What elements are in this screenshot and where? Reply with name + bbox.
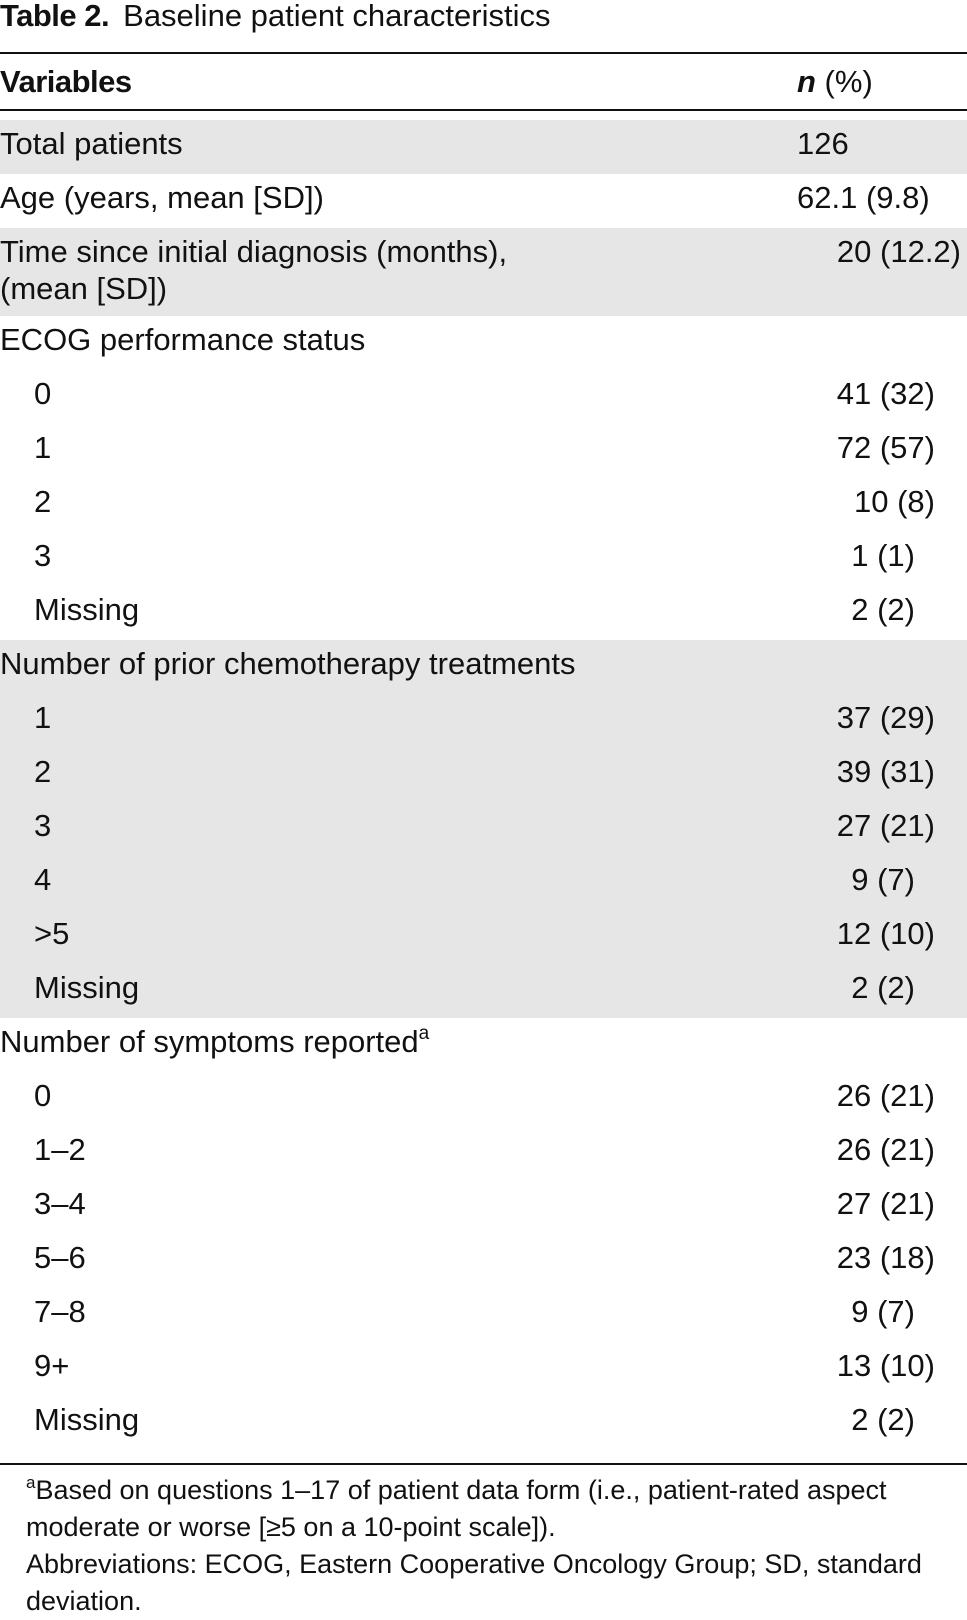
table-caption — [0, 0, 550, 34]
footnote-a — [26, 1472, 956, 1546]
row-label: 1 — [34, 430, 52, 465]
row-value: 2 (2) — [851, 970, 915, 1005]
table-row — [0, 478, 967, 532]
table-row — [0, 174, 967, 228]
row-label: 9+ — [34, 1348, 70, 1383]
table-row — [0, 1396, 967, 1450]
table-body — [0, 120, 967, 1450]
row-value: 13 (10) — [836, 1348, 935, 1383]
group-label-text: Number of symptoms reported — [0, 1024, 419, 1059]
row-value: 37 (29) — [836, 700, 935, 735]
table-row — [0, 856, 967, 910]
row-label: Missing — [34, 970, 140, 1005]
row-label: 3 — [34, 538, 52, 573]
row-value: 62.1 (9.8) — [797, 180, 930, 215]
table-row — [0, 370, 967, 424]
row-value: 72 (57) — [836, 430, 935, 465]
row-label: 5–6 — [34, 1240, 86, 1275]
row-label: Time since initial diagnosis (months), (mean [SD]) — [0, 234, 508, 306]
table-row — [0, 1072, 967, 1126]
header-n-percent — [797, 56, 873, 108]
row-value: 41 (32) — [836, 376, 935, 411]
row-value: 1 (1) — [851, 538, 915, 573]
row-label: 0 — [34, 376, 52, 411]
row-label: 2 — [34, 484, 52, 519]
footnote-marker: a — [26, 1473, 36, 1492]
table-row — [0, 586, 967, 640]
row-label: 0 — [34, 1078, 52, 1113]
header-variables: Variables — [0, 64, 132, 99]
header-rule — [0, 109, 967, 111]
row-value: 9 (7) — [851, 1294, 915, 1329]
table-row — [0, 1126, 967, 1180]
group-label: ECOG performance status — [0, 322, 366, 357]
footnote-marker: a — [418, 1023, 430, 1044]
bottom-rule — [0, 1463, 967, 1465]
row-value: 27 (21) — [836, 808, 935, 843]
table-row — [0, 120, 967, 174]
header-percent: (%) — [815, 64, 873, 99]
table-row — [0, 802, 967, 856]
row-label: 1 — [34, 700, 52, 735]
group-label — [0, 1023, 429, 1060]
table-row — [0, 694, 967, 748]
row-value: 26 (21) — [836, 1078, 935, 1113]
footnote-text: Based on questions 1–17 of patient data form (i.e., patient-rated aspect moderate or worse [≥5 on a 10-point scale]). — [26, 1475, 887, 1542]
row-label: Age (years, mean [SD]) — [0, 180, 324, 215]
table-row-group — [0, 640, 967, 694]
table-row-group — [0, 316, 967, 370]
row-value: 12 (10) — [836, 916, 935, 951]
table-row — [0, 424, 967, 478]
row-label: 3 — [34, 808, 52, 843]
table-row — [0, 910, 967, 964]
table-row — [0, 1288, 967, 1342]
table-number: Table 2. — [0, 0, 110, 33]
row-value: 26 (21) — [836, 1132, 935, 1167]
row-value: 20 (12.2) — [836, 234, 961, 269]
row-value: 2 (2) — [851, 1402, 915, 1437]
table-row-group — [0, 1018, 967, 1072]
row-value: 126 — [797, 126, 849, 161]
row-value: 23 (18) — [836, 1240, 935, 1275]
row-value: 39 (31) — [836, 754, 935, 789]
table-row — [0, 532, 967, 586]
row-label: 7–8 — [34, 1294, 86, 1329]
row-value: 27 (21) — [836, 1186, 935, 1221]
table-header — [0, 56, 967, 108]
top-rule — [0, 52, 967, 54]
row-label: 3–4 — [34, 1186, 86, 1221]
table-row — [0, 1180, 967, 1234]
table-footnote — [26, 1472, 956, 1620]
row-label: 1–2 — [34, 1132, 86, 1167]
row-label: Total patients — [0, 126, 183, 161]
table-row — [0, 964, 967, 1018]
header-n: n — [797, 64, 816, 99]
row-value: 2 (2) — [851, 592, 915, 627]
group-label: Number of prior chemotherapy treatments — [0, 646, 576, 681]
row-label: 4 — [34, 862, 52, 897]
row-label: Missing — [34, 1402, 140, 1437]
row-label: 2 — [34, 754, 52, 789]
row-value: 10 (8) — [854, 484, 935, 519]
row-label: Missing — [34, 592, 140, 627]
row-value: 9 (7) — [851, 862, 915, 897]
table-row — [0, 1234, 967, 1288]
table-row — [0, 748, 967, 802]
table-row — [0, 1342, 967, 1396]
table-title: Baseline patient characteristics — [123, 0, 551, 33]
row-label: >5 — [34, 916, 70, 951]
abbreviations-note: Abbreviations: ECOG, Eastern Cooperative Oncology Group; SD, standard deviation. — [26, 1549, 922, 1616]
table-row — [0, 228, 967, 316]
